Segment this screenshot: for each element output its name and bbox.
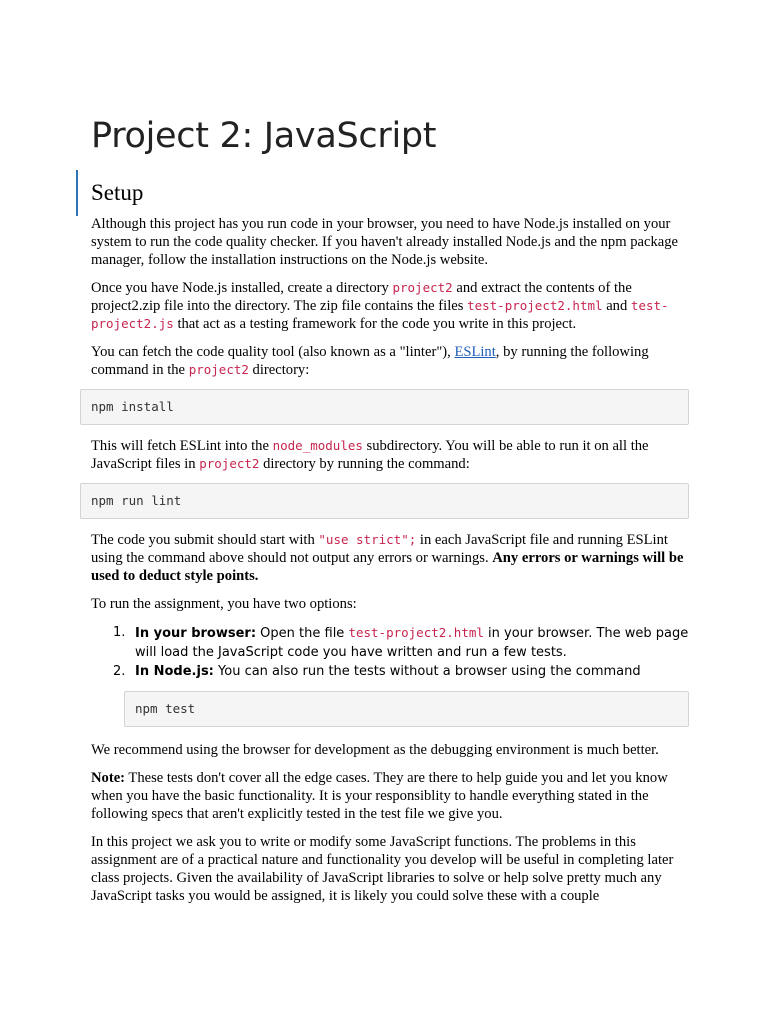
- inline-code: test-project2.html: [467, 298, 603, 313]
- code-block-npm-install: npm install: [80, 389, 689, 425]
- text: and extract the contents of the project2.zip file into the directory. The zip file contains the files: [91, 280, 632, 314]
- inline-code: node_modules: [272, 438, 363, 453]
- paragraph-intro: Although this project has you run code in your browser, you need to have Node.js installed on your system to run the code quality checker. If you haven't already installed Node.js and the npm package manager, follow the installation instructions on the Node.js website.: [91, 216, 678, 268]
- text: You can fetch the code quality tool (also known as a "linter"),: [91, 344, 455, 360]
- text: and: [602, 298, 631, 314]
- inline-code: "use strict";: [318, 532, 417, 547]
- inline-code: project2: [392, 280, 453, 295]
- paragraph-linter: [91, 343, 689, 379]
- paragraph-recommend: We recommend using the browser for development as the debugging environment is much better.: [91, 742, 659, 758]
- eslint-link[interactable]: ESLint: [454, 344, 496, 360]
- paragraph-use-strict: [91, 531, 689, 585]
- inline-code: test-project2.js: [91, 298, 669, 331]
- text: Open the file: [256, 626, 349, 641]
- text: in each JavaScript file and running ESLint using the command above should not output any errors or warnings.: [91, 532, 668, 566]
- inline-code: test-project2.html: [348, 625, 484, 640]
- inline-code: project2: [199, 456, 260, 471]
- list-item: [91, 623, 689, 662]
- text: that act as a testing framework for the code you write in this project.: [173, 316, 577, 332]
- paragraph-project-intro: In this project we ask you to write or modify some JavaScript functions. The problems in this assignment are of a practical nature and functionality you develop will be useful in completing later class projects. Given the availability of JavaScript libraries to solve or help solve pretty much any JavaScript tasks you would be assigned, it is likely you could solve these with a couple: [91, 834, 674, 904]
- text: in your browser. The web page will load the JavaScript code you have written and run a few tests.: [135, 626, 689, 660]
- code-block-npm-run-lint: npm run lint: [80, 483, 689, 519]
- section-accent-bar: [76, 170, 78, 216]
- text: These tests don't cover all the edge cases. They are there to help guide you and let you know when you have the basic functionality. It is your responsiblity to handle everything stated in the following specs that aren't explicitly tested in the test file we give you.: [91, 770, 668, 822]
- text: Once you have Node.js installed, create a directory: [91, 280, 393, 296]
- code-block-npm-test: npm test: [124, 691, 689, 727]
- page-title: Project 2: JavaScript: [91, 116, 437, 156]
- bold-text: In your browser:: [135, 626, 257, 641]
- list-item: [91, 662, 689, 681]
- text: subdirectory. You will be able to run it on all the JavaScript files in: [91, 438, 649, 472]
- paragraph-options-intro: To run the assignment, you have two options:: [91, 596, 357, 612]
- section-heading: Setup: [91, 180, 144, 205]
- main-content: [91, 215, 689, 915]
- bold-text: In Node.js:: [135, 664, 214, 679]
- bold-text: Note:: [91, 770, 126, 786]
- text: The code you submit should start with: [91, 532, 319, 548]
- options-list: [91, 623, 689, 681]
- paragraph-directory: [91, 279, 689, 333]
- text: , by running the following command in the: [91, 344, 649, 378]
- list-number: 1.: [113, 625, 126, 640]
- list-number: 2.: [113, 664, 126, 679]
- bold-text: Any errors or warnings will be used to deduct style points.: [91, 550, 684, 584]
- text: directory by running the command:: [259, 456, 470, 472]
- paragraph-node-modules: [91, 437, 689, 473]
- text: This will fetch ESLint into the: [91, 438, 273, 454]
- text: directory:: [248, 362, 310, 378]
- inline-code: project2: [188, 362, 249, 377]
- paragraph-note: [91, 769, 689, 823]
- text: You can also run the tests without a browser using the command: [213, 664, 641, 679]
